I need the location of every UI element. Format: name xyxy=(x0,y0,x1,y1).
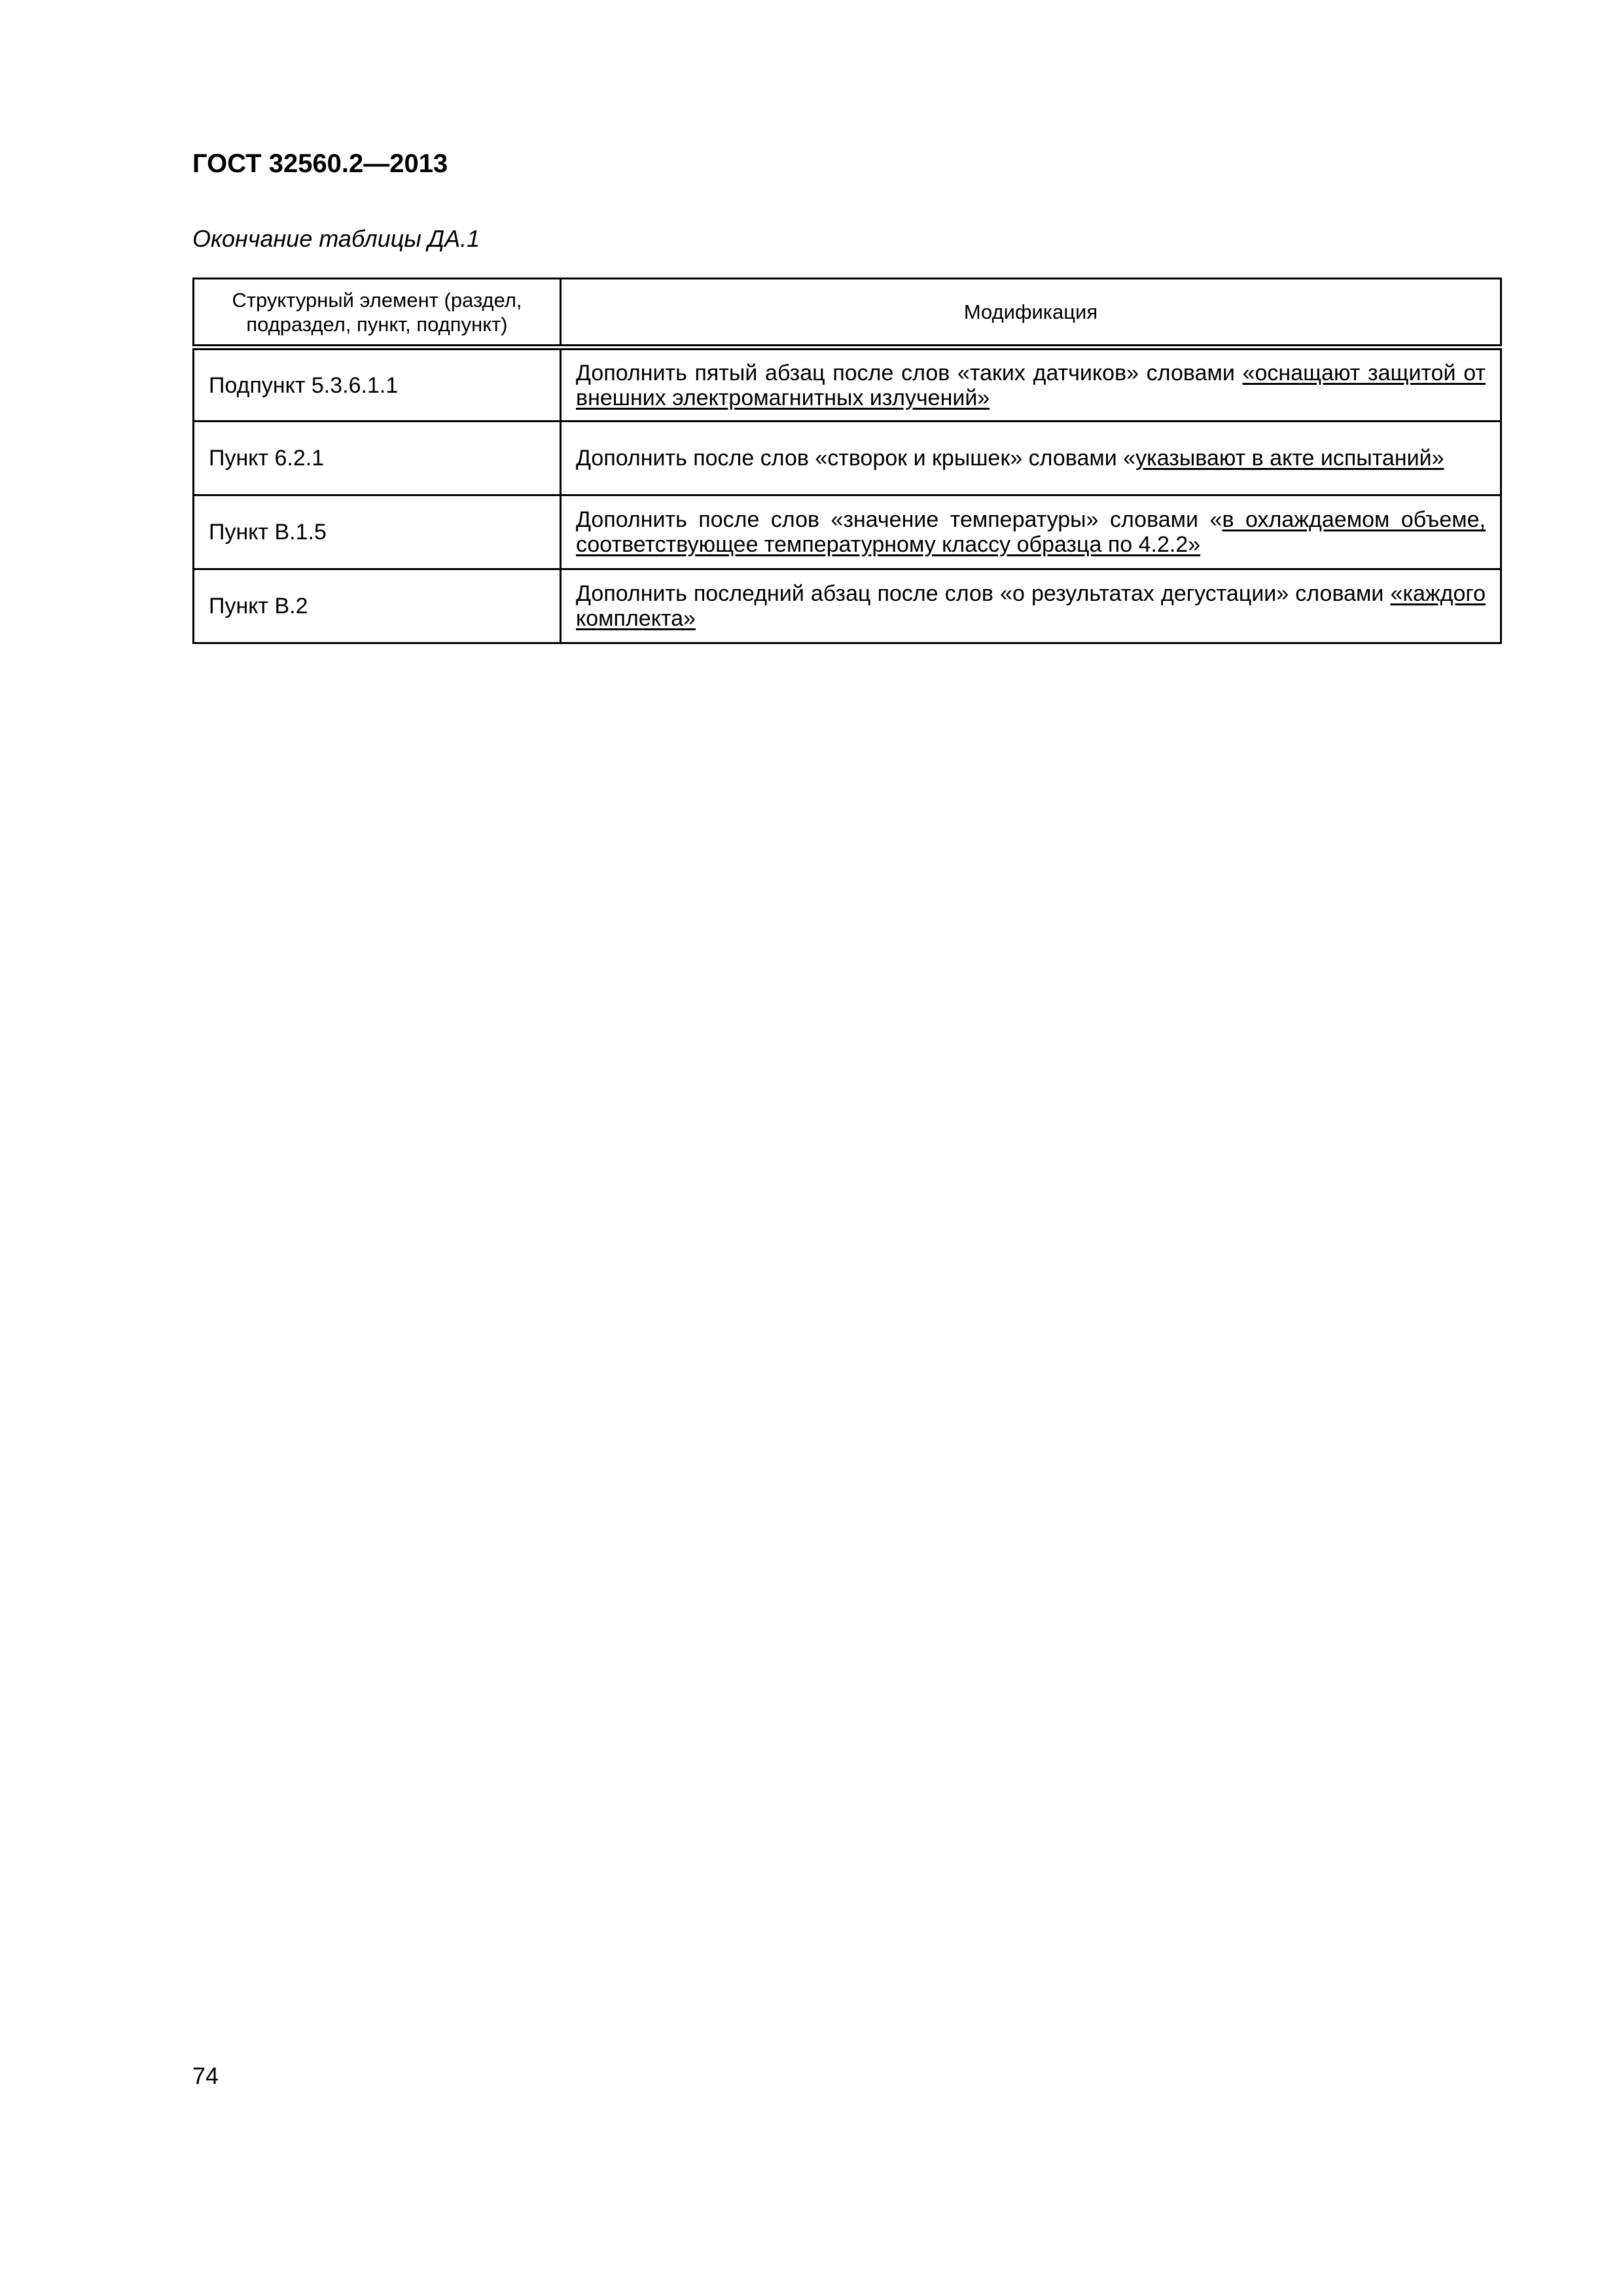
table-caption: Окончание таблицы ДА.1 xyxy=(192,225,480,252)
inserted-text: «каждого комплекта» xyxy=(576,581,1486,631)
structural-element-cell: Пункт В.2 xyxy=(194,569,561,643)
table-row xyxy=(194,422,1501,495)
modifications-table xyxy=(192,278,1502,644)
structural-element-cell: Пункт В.1.5 xyxy=(194,495,561,569)
inserted-text: «оснащают защитой от внешних электромагнитных излучений» xyxy=(576,360,1486,410)
table-row xyxy=(194,495,1501,569)
modification-cell xyxy=(561,422,1501,495)
table-row xyxy=(194,348,1501,422)
modification-text: Дополнить последний абзац после слов «о результатах дегустации» словами xyxy=(576,581,1391,606)
modification-cell xyxy=(561,348,1501,422)
inserted-text: в охлаждаемом объеме, соответствующее температурному классу образца по 4.2.2» xyxy=(576,507,1486,557)
column-header-modification: Модификация xyxy=(561,279,1501,348)
column-header-element: Структурный элемент (раздел, подраздел, пункт, подпункт) xyxy=(194,279,561,348)
document-number-header: ГОСТ 32560.2—2013 xyxy=(192,149,448,178)
table-header-row xyxy=(194,279,1501,348)
modification-text: Дополнить после слов «значение температуры» словами « xyxy=(576,507,1222,532)
modification-text: Дополнить пятый абзац после слов «таких датчиков» словами xyxy=(576,360,1243,386)
page-number: 74 xyxy=(192,2062,219,2089)
modification-text: Дополнить после слов «створок и крышек» словами « xyxy=(576,446,1136,471)
structural-element-cell: Подпункт 5.3.6.1.1 xyxy=(194,348,561,422)
modification-cell xyxy=(561,495,1501,569)
structural-element-cell: Пункт 6.2.1 xyxy=(194,422,561,495)
modification-cell xyxy=(561,569,1501,643)
inserted-text: указывают в акте испытаний» xyxy=(1135,446,1444,471)
table-row xyxy=(194,569,1501,643)
